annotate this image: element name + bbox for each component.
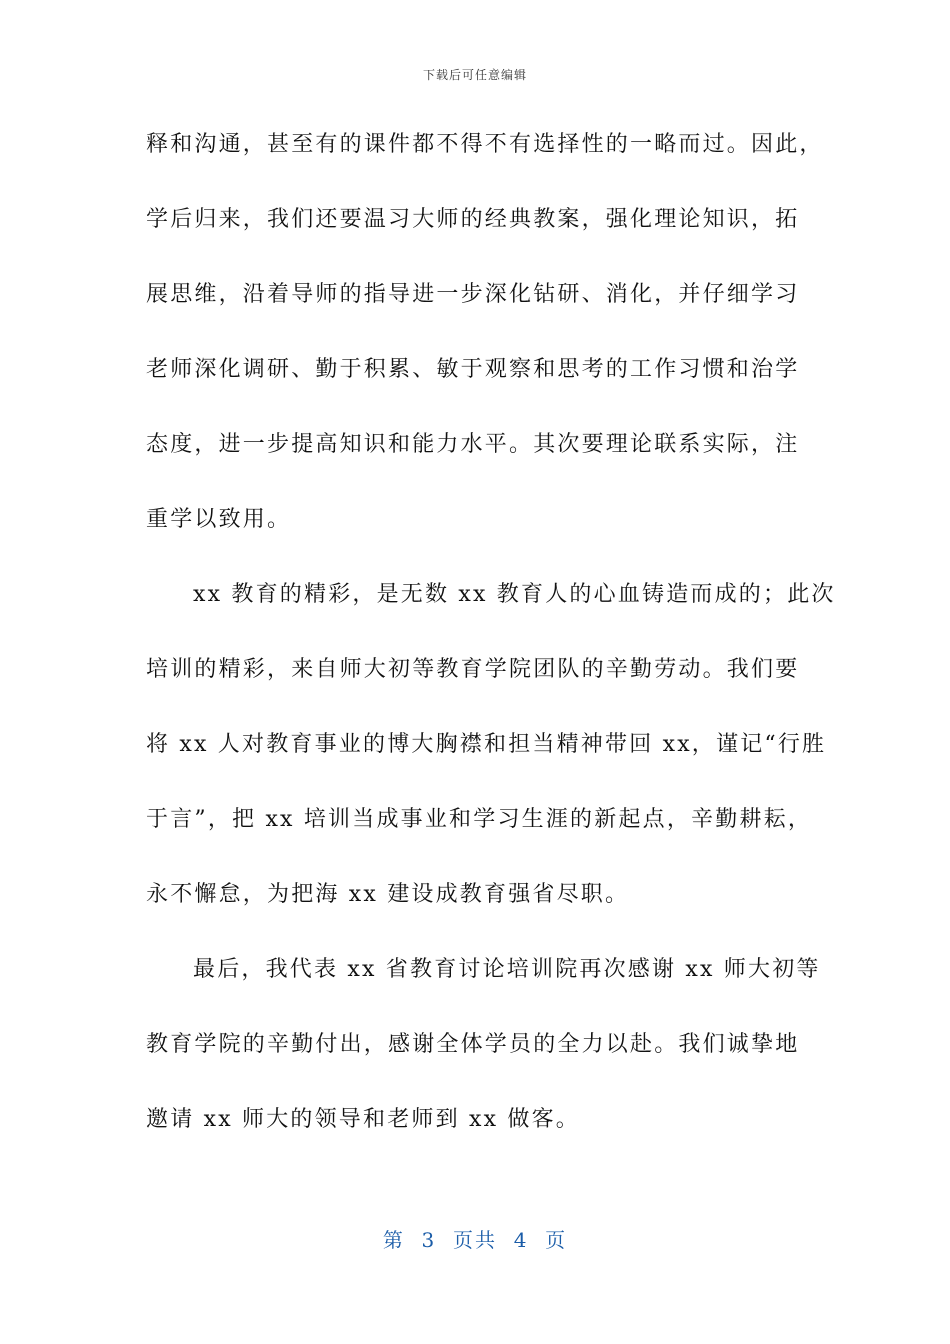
page-header-note: 下载后可任意编辑	[422, 68, 527, 82]
text-line: 态度，进一步提高知识和能力水平。其次要理论联系实际，注	[146, 432, 800, 457]
text-line: 教育学院的辛勤付出，感谢全体学员的全力以赴。我们诚挚地	[146, 1032, 800, 1057]
document-body	[146, 120, 836, 1170]
text-line: 永不懈怠，为把海 xx 建设成教育强省尽职。	[146, 882, 630, 907]
text-line: 释和沟通，甚至有的课件都不得不有选择性的一略而过。因此，	[146, 132, 824, 157]
text-line: 老师深化调研、勤于积累、敏于观察和思考的工作习惯和治学	[146, 357, 800, 382]
text-line: 培训的精彩，来自师大初等教育学院团队的辛勤劳动。我们要	[146, 657, 800, 682]
text-line: 于言”，把 xx 培训当成事业和学习生涯的新起点，辛勤耕耘，	[146, 807, 813, 832]
page-number: 第 3 页共 4 页	[382, 1228, 568, 1252]
text-line: 邀请 xx 师大的领导和老师到 xx 做客。	[146, 1107, 581, 1132]
text-line: 展思维，沿着导师的指导进一步深化钻研、消化，并仔细学习	[146, 282, 800, 307]
text-line: 将 xx 人对教育事业的博大胸襟和担当精神带回 xx，谨记“行胜	[146, 732, 827, 757]
paragraph-first-line: 最后，我代表 xx 省教育讨论培训院再次感谢 xx 师大初等	[193, 957, 821, 982]
text-line: 重学以致用。	[146, 507, 292, 532]
text-line: 学后归来，我们还要温习大师的经典教案，强化理论知识，拓	[146, 207, 800, 232]
paragraph-first-line: xx 教育的精彩，是无数 xx 教育人的心血铸造而成的；此次	[193, 582, 836, 607]
